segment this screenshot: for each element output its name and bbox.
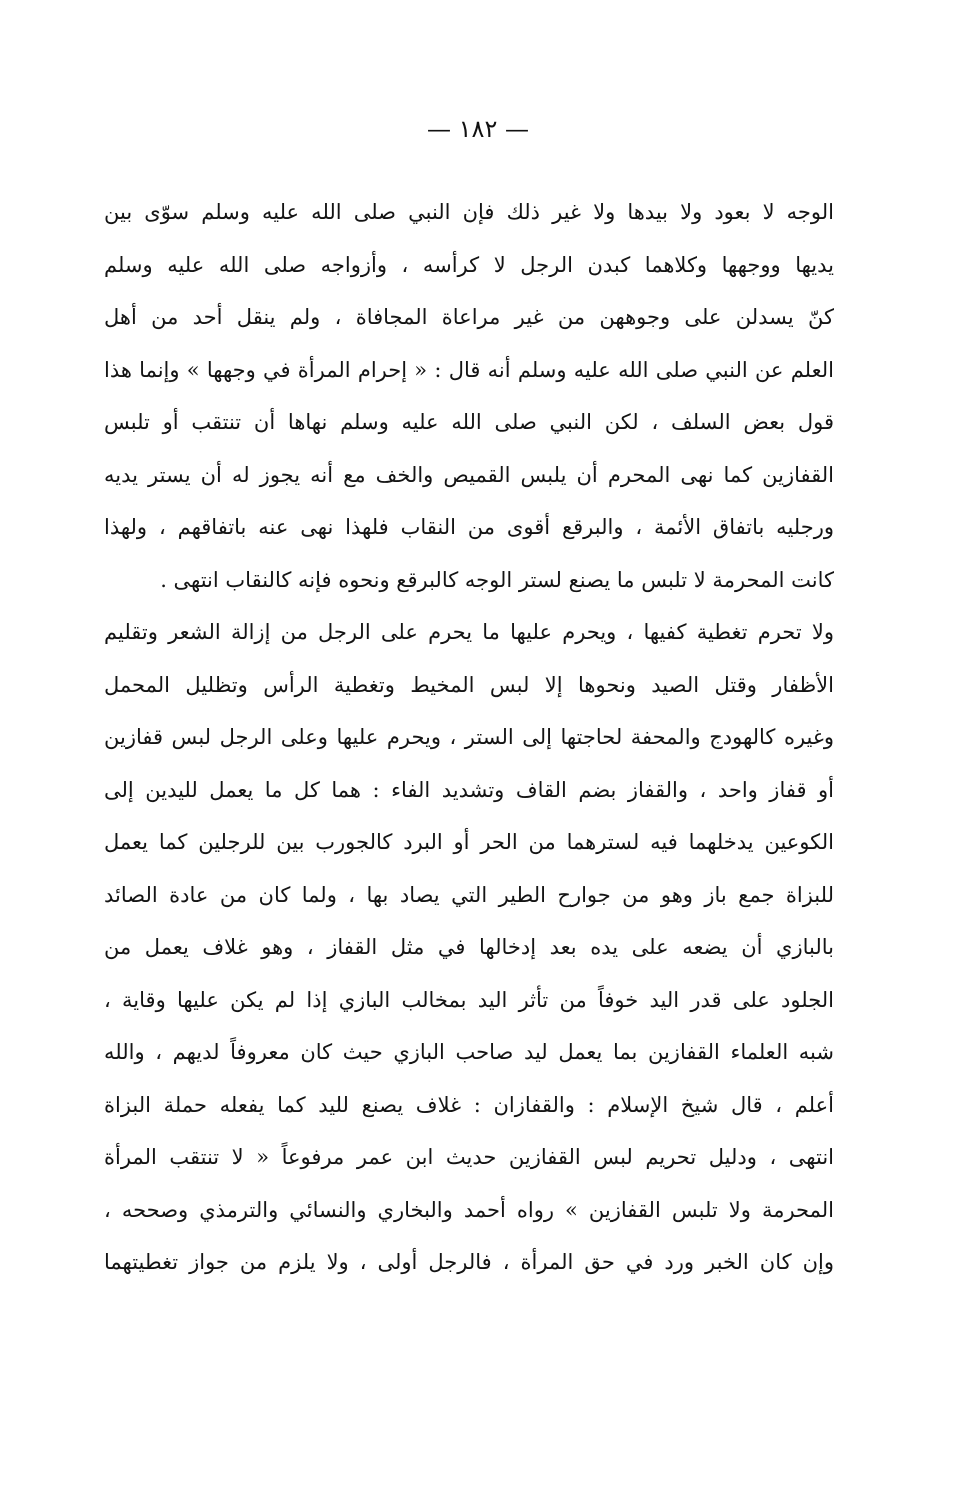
text-line: أو قفاز واحد ، والقفاز بضم القاف وتشديد الفاء : هما كل ما يعمل لليدين إلى xyxy=(104,777,834,802)
text-line: المحرمة ولا تلبس القفازين » رواه أحمد والبخاري والنسائي والترمذي وصححه ، xyxy=(104,1197,834,1222)
text-line: شبه العلماء القفازين بما يعمل ليد صاحب البازي حيث كان معروفاً لديهم ، والله xyxy=(104,1040,834,1064)
text-line: ولا تحرم تغطية كفيها ، ويحرم عليها ما يحرم على الرجل من إزالة الشعر وتقليم xyxy=(104,620,834,644)
text-line: الأظفار وقتل الصيد ونحوها إلا لبس المخيط وتغطية الرأس وتظليل المحمل xyxy=(104,672,834,697)
text-line: الكوعين يدخلهما فيه لسترهما من الحر أو البرد كالجورب بين للرجلين كما يعمل xyxy=(104,830,834,854)
text-line: العلم عن النبي صلى الله عليه وسلم أنه قال : « إحرام المرأة في وجهها » وإنما هذا xyxy=(104,357,834,382)
text-line: كانت المحرمة لا تلبس ما يصنع لستر الوجه كالبرقع ونحوه فإنه كالنقاب انتهى . xyxy=(160,567,834,592)
text-line: قول بعض السلف ، لكن النبي صلى الله عليه وسلم نهاها أن تنتقب أو تلبس xyxy=(104,410,834,434)
text-line: بالبازي أن يضعه على يده بعد إدخالها في مثل القفاز ، وهو غلاف يعمل من xyxy=(104,935,834,959)
text-line: الجلود على قدر اليد خوفاً من تأثر اليد بمخالب البازي إذا لم يكن عليها وقاية ، xyxy=(104,987,834,1012)
body-text xyxy=(104,186,834,1289)
text-line: ورجليه باتفاق الأئمة ، والبرقع أقوى من النقاب فلهذا نهى عنه باتفاقهم ، ولهذا xyxy=(104,515,834,539)
text-line: يديها ووجهها وكلاهما كبدن الرجل لا كرأسه ، وأزواجه صلى الله عليه وسلم xyxy=(104,252,834,277)
text-line: كنّ يسدلن على وجوههن من غير مراعاة المجافاة ، ولم ينقل أحد من أهل xyxy=(104,305,834,329)
text-line: للبزاة جمع باز وهو من جوارح الطير التي يصاد بها ، ولما كان من عادة الصائد xyxy=(104,882,834,907)
text-line: انتهى ، ودليل تحريم لبس القفازين حديث ابن عمر مرفوعاً « لا تنتقب المرأة xyxy=(104,1145,834,1169)
text-line: وإن كان الخبر ورد في حق المرأة ، فالرجل أولى ، ولا يلزم من جواز تغطيتهما xyxy=(104,1250,834,1274)
text-line: أعلم ، قال شيخ الإسلام : والقفازان : غلاف يصنع لليد كما يفعله حملة البزاة xyxy=(104,1092,834,1117)
text-line: وغيره كالهودج والمحفة لحاجتها إلى الستر ، ويحرم عليها وعلى الرجل لبس قفازين xyxy=(104,725,834,749)
text-line: الوجه لا بعود ولا بيدها ولا غير ذلك فإن النبي صلى الله عليه وسلم سوّى بين xyxy=(104,200,834,224)
page-number: — ١٨٢ — xyxy=(427,115,529,143)
text-line: القفازين كما نهى المحرم أن يلبس القميص والخف مع أنه يجوز له أن يستر يديه xyxy=(104,462,834,487)
